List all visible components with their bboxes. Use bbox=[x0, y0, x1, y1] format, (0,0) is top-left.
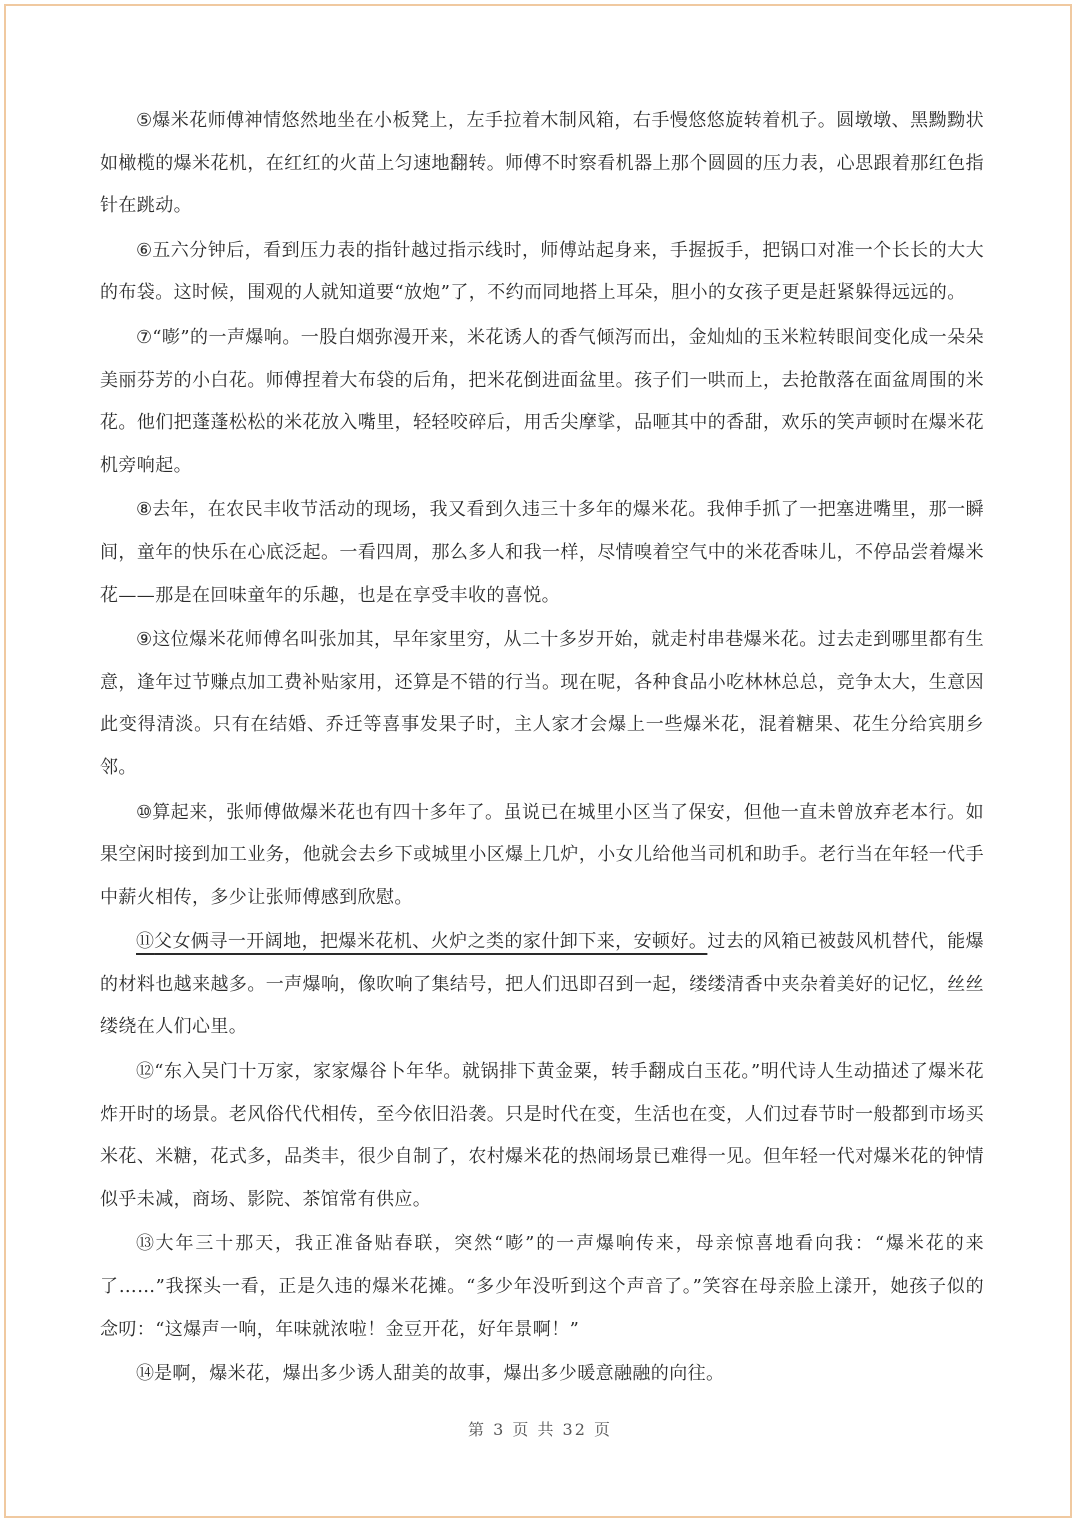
paragraph-12 bbox=[100, 1051, 984, 1221]
paragraph-text: 是啊，爆米花，爆出多少诱人甜美的故事，爆出多少暖意融融的向往。 bbox=[154, 1363, 725, 1385]
underlined-sentence: 父女俩寻一开阔地，把爆米花机、火炉之类的家什卸下来，安顿好。 bbox=[154, 931, 708, 953]
paragraph-text: 过去的风箱已被鼓风机替代，能爆的材料也越来越多。一声爆响，像吹响了集结号，把人们迅即召到一起，缕缕清香中夹杂着美好的记忆，丝丝缕绕在人们心里。 bbox=[100, 931, 985, 1038]
paragraph-number: ⑫ bbox=[136, 1061, 155, 1083]
paragraph-13 bbox=[100, 1223, 984, 1351]
paragraph-text: 去年，在农民丰收节活动的现场，我又看到久违三十多年的爆米花。我伸手抓了一把塞进嘴里，那一瞬间，童年的快乐在心底泛起。一看四周，那么多人和我一样，尽情嗅着空气中的米花香味儿，不停品尝着爆米花——那是在回味童年的乐趣，也是在享受丰收的喜悦。 bbox=[100, 499, 985, 606]
paragraph-text: 爆米花师傅神情悠然地坐在小板凳上，左手拉着木制风箱，右手慢悠悠旋转着机子。圆墩墩、黑黝黝状如橄榄的爆米花机，在红红的火苗上匀速地翻转。师傅不时察看机器上那个圆圆的压力表，心思跟着那红色指针在跳动。 bbox=[100, 110, 985, 217]
paragraph-number: ⑨ bbox=[136, 629, 153, 651]
paragraph-5 bbox=[100, 100, 984, 228]
paragraph-number: ⑥ bbox=[136, 239, 153, 261]
paragraph-text: “东入吴门十万家，家家爆谷卜年华。就锅排下黄金粟，转手翻成白玉花。”明代诗人生动描述了爆米花炸开时的场景。老风俗代代相传，至今依旧沿袭。只是时代在变，生活也在变，人们过春节时一般都到市场买米花、米糖，花式多，品类丰，很少自制了，农村爆米花的热闹场景已难得一见。但年轻一代对爆米花的钟情似乎未减，商场、影院、茶馆常有供应。 bbox=[100, 1061, 984, 1210]
paragraph-10 bbox=[100, 792, 984, 920]
paragraph-number: ⑧ bbox=[136, 499, 153, 521]
paragraph-9 bbox=[100, 619, 984, 789]
paragraph-number: ⑪ bbox=[136, 931, 155, 953]
paragraph-number: ⑩ bbox=[136, 801, 153, 823]
article-body bbox=[100, 100, 984, 1398]
paragraph-text: “嘭”的一声爆响。一股白烟弥漫开来，米花诱人的香气倾泻而出，金灿灿的玉米粒转眼间变化成一朵朵美丽芬芳的小白花。师傅捏着大布袋的后角，把米花倒进面盆里。孩子们一哄而上，去抢散落在面盆周围的米花。他们把蓬蓬松松的米花放入嘴里，轻轻咬碎后，用舌尖摩挲，品咂其中的香甜，欢乐的笑声顿时在爆米花机旁响起。 bbox=[100, 326, 984, 476]
page-number-footer: 第 3 页 共 32 页 bbox=[468, 1420, 612, 1439]
paragraph-7 bbox=[100, 317, 984, 487]
paragraph-text: 算起来，张师傅做爆米花也有四十多年了。虽说已在城里小区当了保安，但他一直未曾放弃老本行。如果空闲时接到加工业务，他就会去乡下或城里小区爆上几炉，小女儿给他当司机和助手。老行当在年轻一代手中薪火相传，多少让张师傅感到欣慰。 bbox=[100, 801, 985, 908]
paragraph-11 bbox=[100, 921, 984, 1049]
paragraph-number: ⑭ bbox=[136, 1363, 154, 1385]
paragraph-14 bbox=[100, 1353, 984, 1396]
paragraph-8 bbox=[100, 489, 984, 617]
paragraph-6 bbox=[100, 230, 984, 315]
paragraph-number: ⑤ bbox=[136, 110, 153, 131]
paragraph-number: ⑦ bbox=[136, 326, 153, 348]
paragraph-text: 大年三十那天，我正准备贴春联，突然“嘭”的一声爆响传来，母亲惊喜地看向我：“爆米花的来了……”我探头一看，正是久违的爆米花摊。“多少年没听到这个声音了。”笑容在母亲脸上漾开，她孩子似的念叨：“这爆声一响，年味就浓啦！金豆开花，好年景啊！” bbox=[100, 1233, 985, 1340]
paragraph-number: ⑬ bbox=[136, 1233, 156, 1255]
paragraph-text: 这位爆米花师傅名叫张加其，早年家里穷，从二十多岁开始，就走村串巷爆米花。过去走到哪里都有生意，逢年过节赚点加工费补贴家用，还算是不错的行当。现在呢，各种食品小吃林林总总，竞争太大，生意因此变得清淡。只有在结婚、乔迁等喜事发果子时，主人家才会爆上一些爆米花，混着糖果、花生分给宾朋乡邻。 bbox=[100, 629, 985, 778]
paragraph-text: 五六分钟后，看到压力表的指针越过指示线时，师傅站起身来，手握扳手，把锅口对准一个长长的大大的布袋。这时候，围观的人就知道要“放炮”了，不约而同地搭上耳朵，胆小的女孩子更是赶紧躲得远远的。 bbox=[100, 239, 985, 304]
